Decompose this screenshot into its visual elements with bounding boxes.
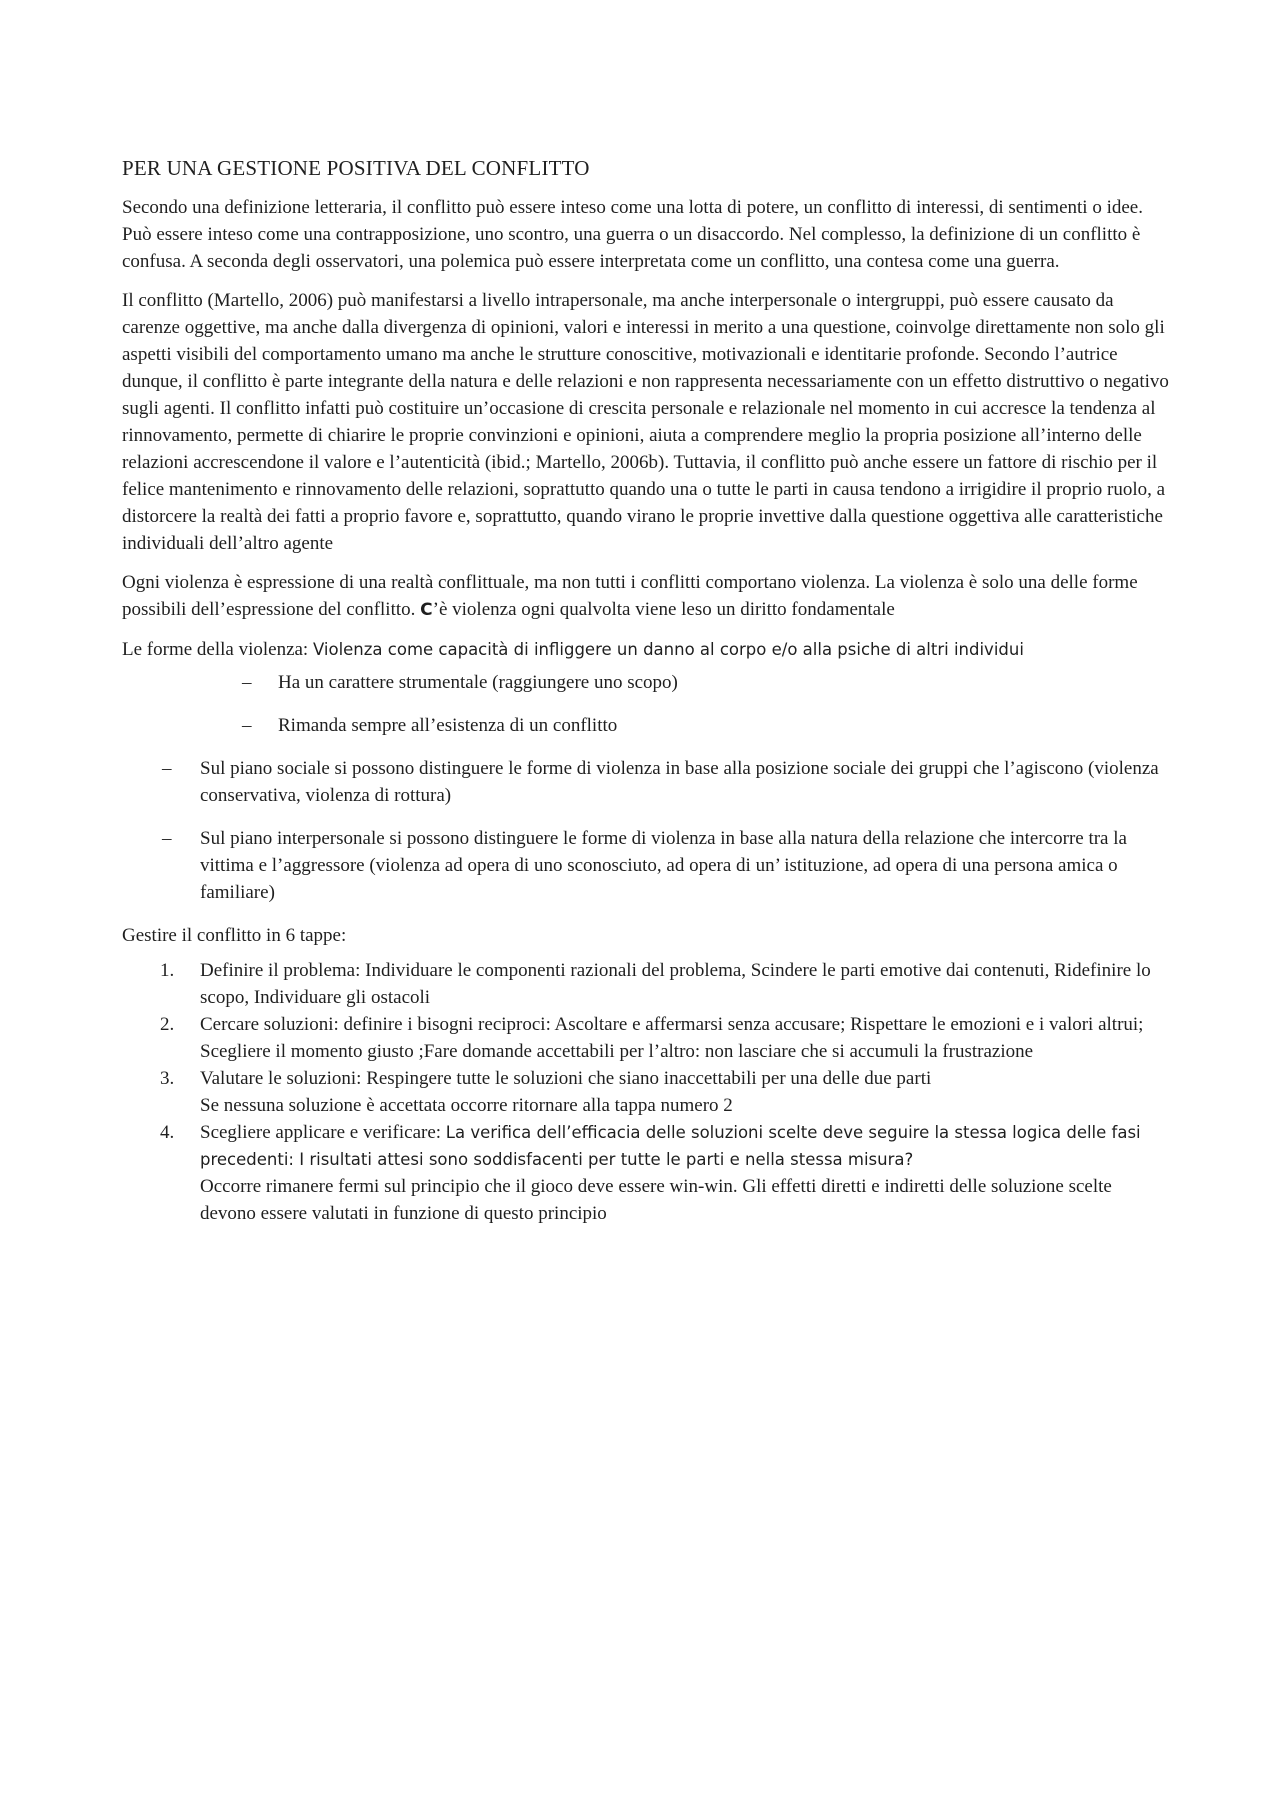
list-item <box>242 669 1172 696</box>
step-number: 3. <box>160 1068 175 1089</box>
document-title: PER UNA GESTIONE POSITIVA DEL CONFLITTO <box>122 156 590 180</box>
violence-characteristics-list <box>122 669 1172 739</box>
list-item <box>242 712 1172 739</box>
step-number: 2. <box>160 1014 175 1035</box>
step-item <box>160 1065 1172 1119</box>
steps-lead: Gestire il conflitto in 6 tappe: <box>122 925 347 946</box>
violence-planes-list <box>122 755 1172 906</box>
paragraph-violence-bold-c: C <box>420 600 433 620</box>
dash-bullet-icon: – <box>162 758 172 779</box>
dash-bullet-icon: – <box>162 828 172 849</box>
paragraph-violence <box>122 569 1172 624</box>
dash-bullet-icon: – <box>242 715 252 736</box>
paragraph-violence-text-b: ’è violenza ogni qualvolta viene leso un diritto fondamentale <box>432 599 895 620</box>
step-number: 4. <box>160 1122 175 1143</box>
step-text: Valutare le soluzioni: Respingere tutte le soluzioni che siano inaccettabili per una delle due parti <box>200 1068 932 1089</box>
step-text-line2: Occorre rimanere fermi sul principio che il gioco deve essere win-win. Gli effetti diretti e indiretti delle soluzione scelte devono essere valutati in funzione di questo principio <box>200 1176 1112 1224</box>
step-text-sans: La verifica dell’efficacia delle soluzioni scelte deve seguire la stessa logica delle fasi precedenti: I risultati attesi sono soddisfacenti per tutte le parti e nella stessa misura? <box>200 1123 1141 1169</box>
step-text: Definire il problema: Individuare le componenti razionali del problema, Scindere le parti emotive dai contenuti, Ridefinire lo scopo, Individuare gli ostacoli <box>200 960 1151 1008</box>
paragraph-martello: Il conflitto (Martello, 2006) può manifestarsi a livello intrapersonale, ma anche interpersonale o intergruppi, può essere causato da carenze oggettive, ma anche dalla divergenza di opinioni, valori e interessi in merito a una questione, coinvolge direttamente non solo gli aspetti visibili del comportamento umano ma anche le strutture conoscitive, motivazionali e identitarie profonde. Secondo l’autrice dunque, il conflitto è parte integrante della natura e delle relazioni e non rappresenta necessariamente con un effetto distruttivo o negativo sugli agenti. Il conflitto infatti può costituire un’occasione di crescita personale e relazionale nel momento in cui accresce la tendenza al rinnovamento, permette di chiarire le proprie convinzioni e opinioni, aiuta a comprendere meglio la propria posizione all’interno delle relazioni accrescendone il valore e l’autenticità (ibid.; Martello, 2006b). Tuttavia, il conflitto può anche essere un fattore di rischio per il felice mantenimento e rinnovamento delle relazioni, soprattutto quando una o tutte le parti in causa tendono a irrigidire il proprio ruolo, a distorcere la realtà dei fatti a proprio favore e, soprattutto, quando virano le proprie invettive dalla questione oggettiva alle caratteristiche individuali dell’altro agente <box>122 290 1169 554</box>
dash-bullet-icon: – <box>242 672 252 693</box>
paragraph-violence-text-a: Ogni violenza è espressione di una realtà conflittuale, ma non tutti i conflitti comportano violenza. La violenza è solo una delle forme possibili dell’espressione del conflitto. <box>122 572 1138 620</box>
step-text: Scegliere applicare e verificare: <box>200 1122 446 1143</box>
step-item <box>160 1119 1172 1227</box>
step-text-line2: Se nessuna soluzione è accettata occorre ritornare alla tappa numero 2 <box>200 1095 733 1116</box>
step-item <box>160 957 1172 1011</box>
list-item-text: Ha un carattere strumentale (raggiungere uno scopo) <box>278 672 678 693</box>
paragraph-definition: Secondo una definizione letteraria, il conflitto può essere inteso come una lotta di potere, un conflitto di interessi, di sentimenti o idee. Può essere inteso come una contrapposizione, uno scontro, una guerra o un disaccordo. Nel complesso, la definizione di un conflitto è confusa. A seconda degli osservatori, una polemica può essere interpretata come un conflitto, una contesa come una guerra. <box>122 197 1143 272</box>
step-item <box>160 1011 1172 1065</box>
step-text: Cercare soluzioni: definire i bisogni reciproci: Ascoltare e affermarsi senza accusare; Rispettare le emozioni e i valori altrui; Scegliere il momento giusto ;Fare domande accettabili per l’altro: non lasciare che si accumuli la frustrazione <box>200 1014 1144 1062</box>
steps-list <box>122 957 1172 1227</box>
list-item-text: Sul piano sociale si possono distinguere le forme di violenza in base alla posizione sociale dei gruppi che l’agiscono (violenza conservativa, violenza di rottura) <box>200 758 1159 806</box>
document-body <box>122 150 1172 1227</box>
list-item-text: Sul piano interpersonale si possono distinguere le forme di violenza in base alla natura della relazione che intercorre tra la vittima e l’aggressore (violenza ad opera di uno sconosciuto, ad opera di un’ istituzione, ad opera di una persona amica o familiare) <box>200 828 1127 903</box>
list-item <box>162 825 1172 906</box>
step-number: 1. <box>160 960 175 981</box>
paragraph-forms <box>122 636 1172 663</box>
list-item-text: Rimanda sempre all’esistenza di un conflitto <box>278 715 618 736</box>
list-item <box>162 755 1172 809</box>
forms-lead: Le forme della violenza: <box>122 639 313 660</box>
forms-definition: Violenza come capacità di infliggere un danno al corpo e/o alla psiche di altri individui <box>312 640 1024 659</box>
